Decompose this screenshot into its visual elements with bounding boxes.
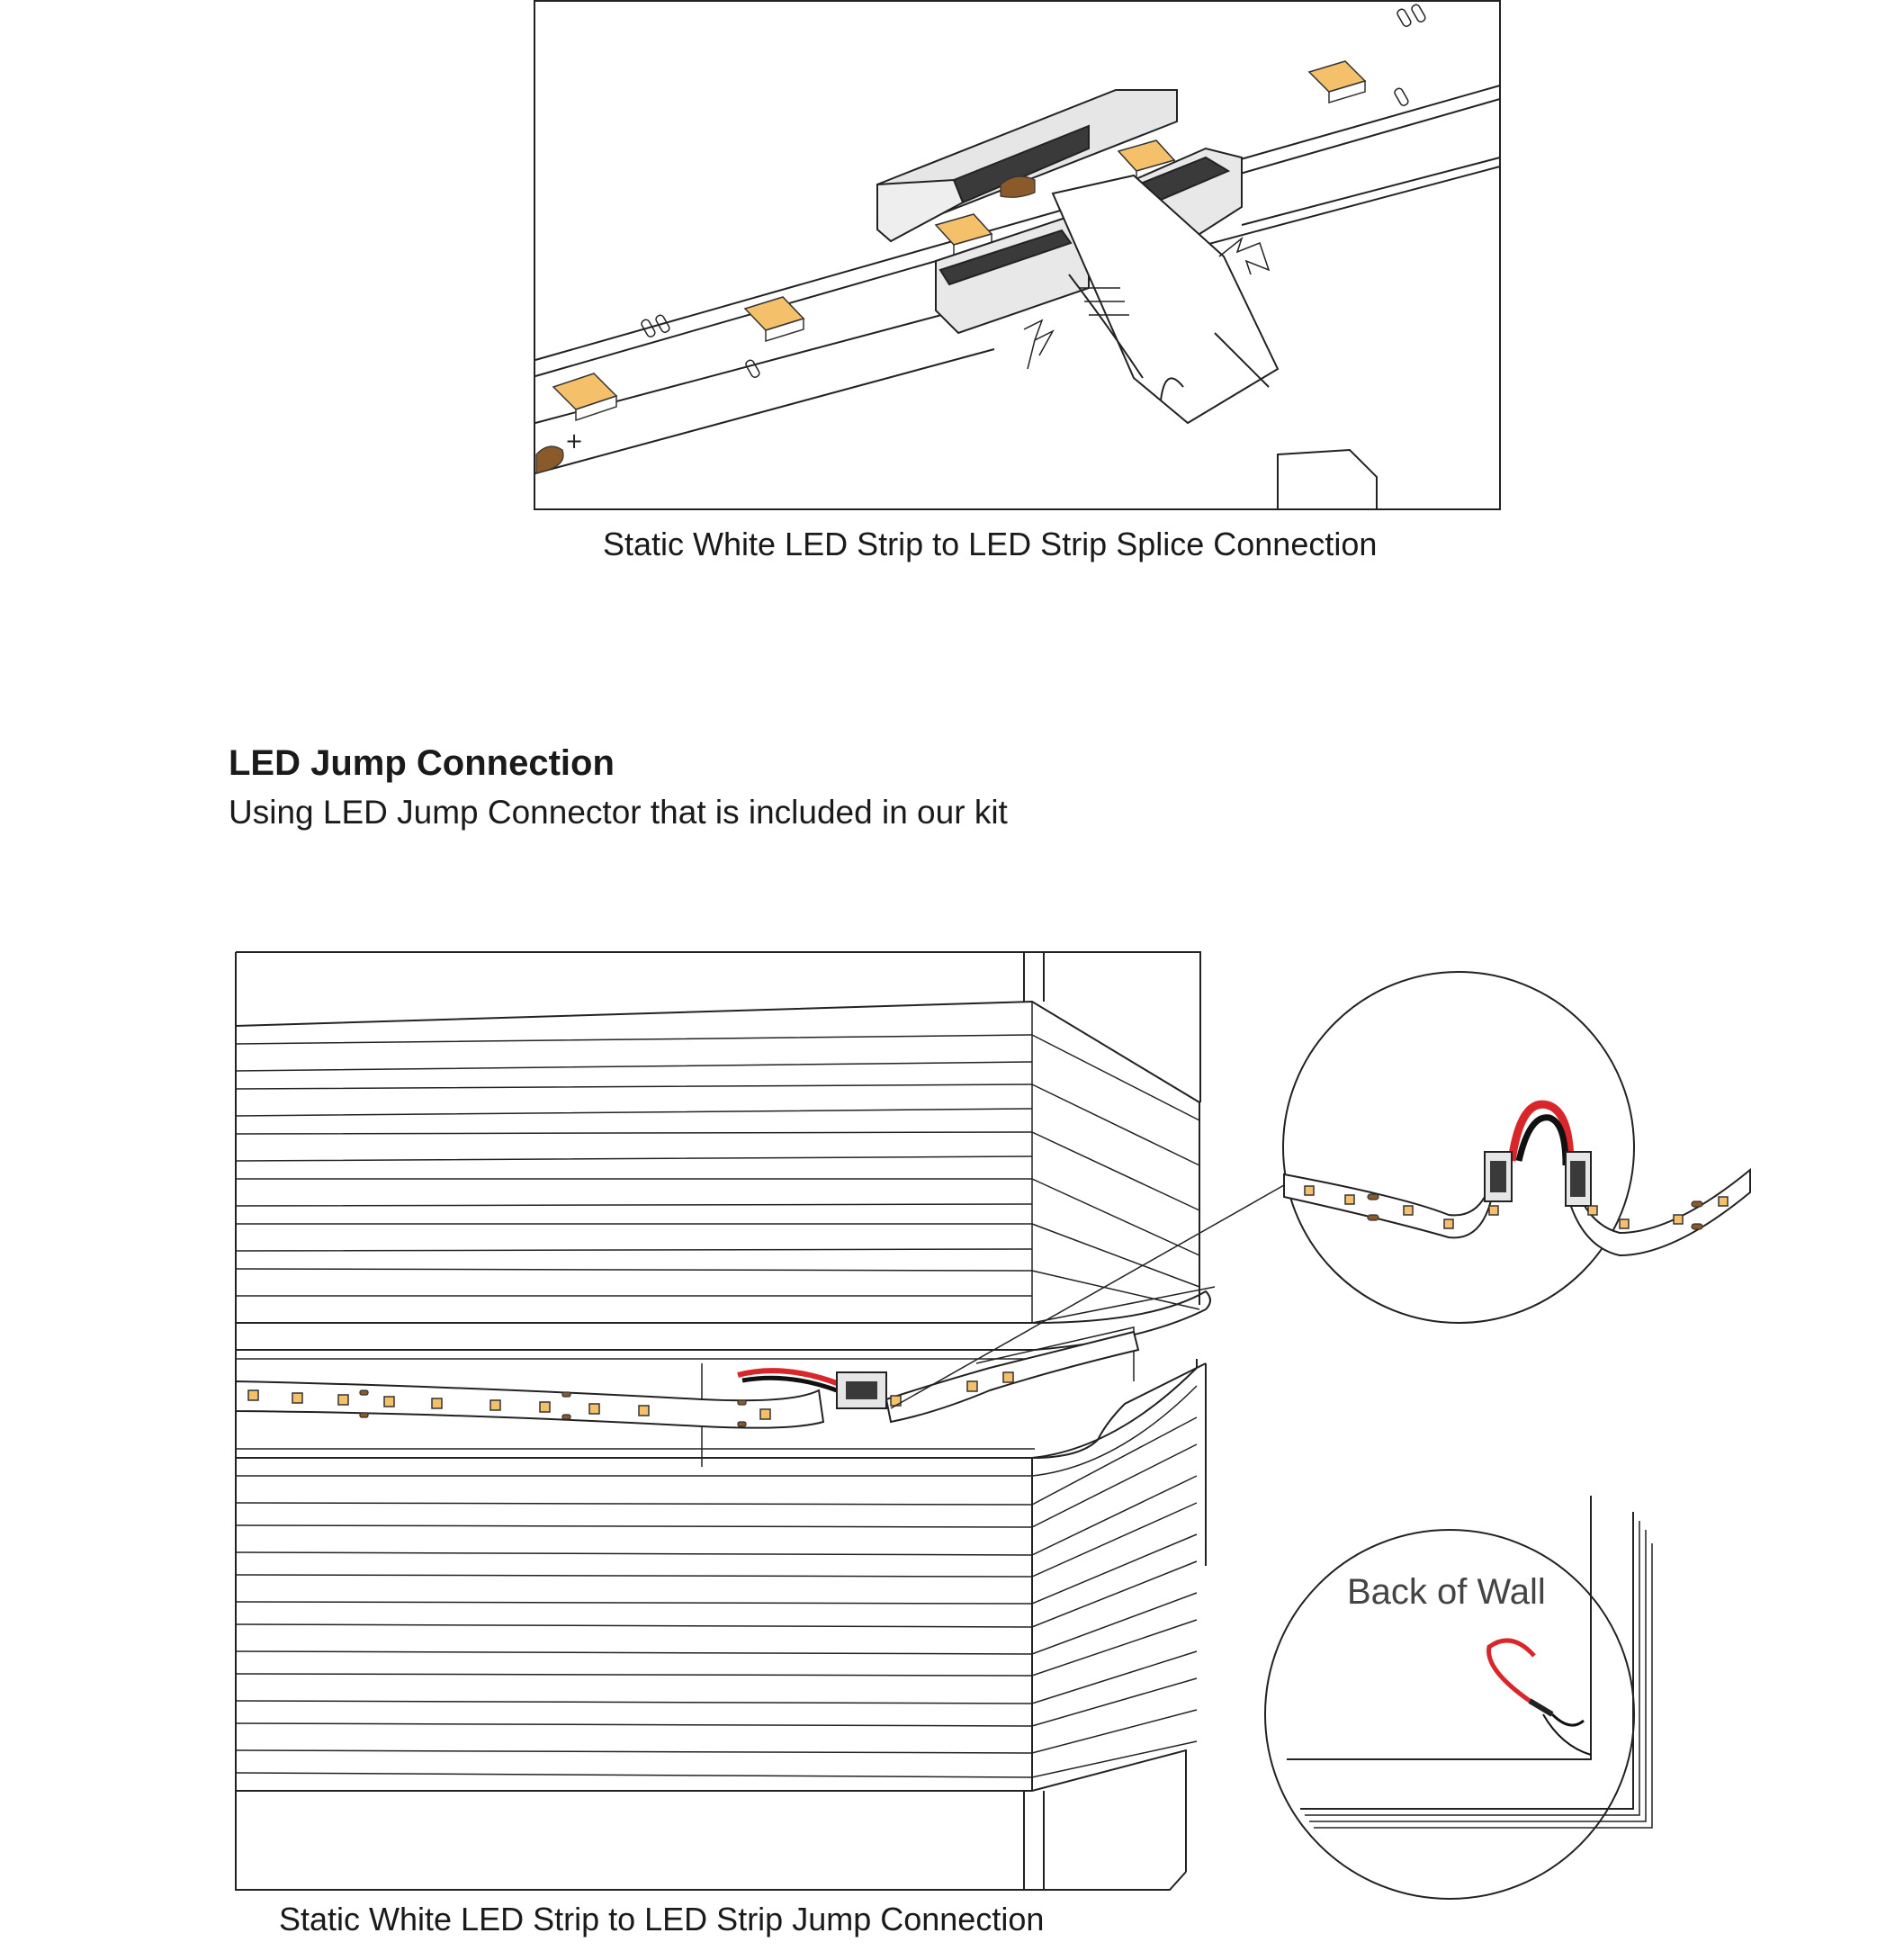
led-chip [1309, 61, 1365, 103]
detail-led-chip [1404, 1206, 1413, 1215]
recess-copper-pad [360, 1390, 368, 1395]
detail-led-chip [1719, 1197, 1728, 1206]
jump-illustration [236, 952, 1284, 1890]
back-wall-red-wire [1489, 1641, 1534, 1701]
detail-copper-pad [1692, 1224, 1702, 1229]
recess-led-chip [338, 1395, 348, 1405]
recess-copper-pad [562, 1392, 570, 1397]
recess-led-chip [589, 1404, 599, 1414]
recess-copper-pad [360, 1413, 368, 1417]
detail-black-wire [1519, 1118, 1566, 1165]
recess-led-chip [490, 1400, 500, 1410]
detail-led-chip [1345, 1195, 1354, 1204]
recess-copper-pad [562, 1415, 570, 1419]
recess-led-chip [384, 1397, 394, 1407]
section-subheading: Using LED Jump Connector that is included in our kit [229, 794, 1008, 831]
led-chip [553, 373, 616, 420]
copper-pad [536, 446, 563, 473]
press-arrow-icon [1024, 320, 1053, 369]
detail-led-chip [1674, 1215, 1683, 1224]
splice-illustration [535, 4, 1500, 509]
resistor-mark [1397, 8, 1413, 28]
recess-copper-pad [738, 1422, 746, 1426]
detail-copper-pad [1692, 1201, 1702, 1207]
recess-led-chip [1003, 1372, 1013, 1382]
recess-copper-pad [738, 1400, 746, 1405]
lower-cabinet-siding [236, 1359, 1206, 1890]
recess-led-chip [967, 1381, 977, 1391]
resistor-mark [1411, 4, 1427, 23]
jump-figure-frame [236, 952, 1200, 1102]
detail-circle-jump-connector [1283, 972, 1750, 1323]
section-heading: LED Jump Connection [229, 743, 615, 783]
recess-led-chip [639, 1406, 649, 1416]
led-strip-bottom-edge-right [1242, 157, 1500, 225]
recess-led-chip [292, 1393, 302, 1403]
detail-led-chip [1444, 1219, 1453, 1228]
recess-led-chip [540, 1402, 550, 1412]
callout-leader-line [891, 1185, 1284, 1408]
detail-led-chip [1588, 1206, 1597, 1215]
polarity-plus: + [565, 428, 584, 454]
crimp-tool [1053, 175, 1377, 509]
recess-led-chip [432, 1398, 442, 1408]
back-of-wall-label: Back of Wall [1347, 1572, 1546, 1612]
led-chip [745, 297, 804, 341]
recess-led-chip [248, 1390, 258, 1400]
resistor-mark [1394, 87, 1410, 107]
detail-circle-back-of-wall [1265, 1496, 1652, 1899]
splice-figure-caption: Static White LED Strip to LED Strip Splice Connection [603, 526, 1378, 562]
resistor-mark [745, 359, 761, 379]
recess-led-chip [760, 1409, 770, 1419]
detail-led-chip [1305, 1186, 1314, 1195]
upper-cabinet-siding [236, 1002, 1215, 1350]
detail-led-chip [1489, 1206, 1498, 1215]
detail-led-chip [1620, 1219, 1629, 1228]
detail-copper-pad [1368, 1215, 1379, 1220]
jump-figure-caption: Static White LED Strip to LED Strip Jump Connection [279, 1901, 1045, 1938]
recess-jump-connector-clip [846, 1381, 877, 1399]
detail-copper-pad [1368, 1194, 1379, 1200]
